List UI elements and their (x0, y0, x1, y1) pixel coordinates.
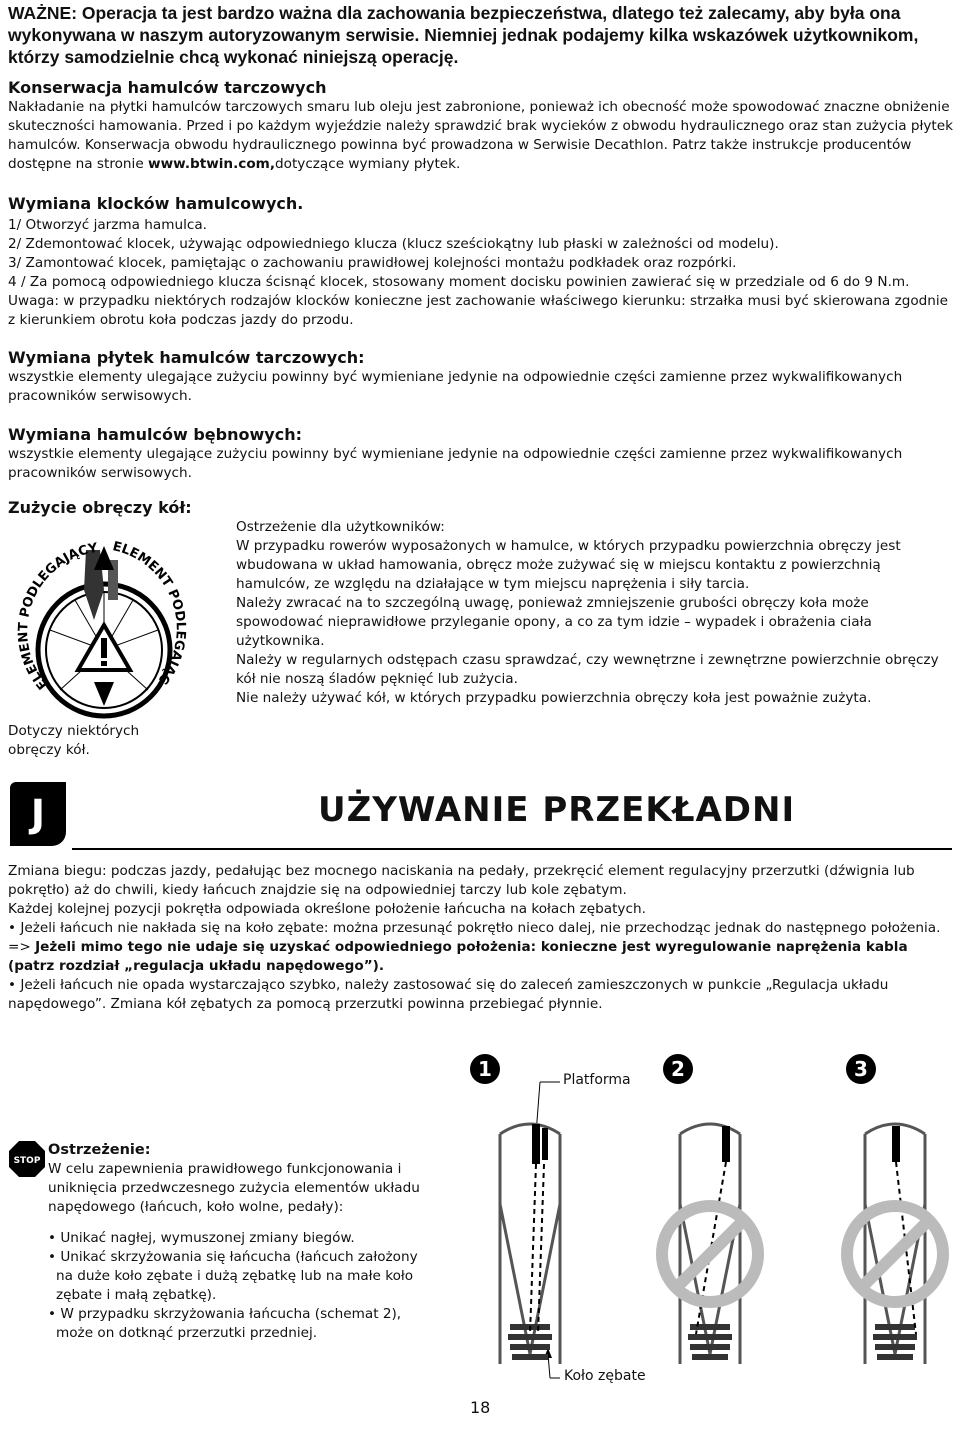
caution-intro: W celu zapewnienia prawidłowego funkcjonowania i uniknięcia przedwczesnego zużycia elementów układu napędowego (łańcuch, koło wolne, pedały): (48, 1161, 420, 1215)
disc-brake-section (8, 78, 953, 174)
rim-warning-text: Nie należy używać kół, w których przypadku powierzchnia obręczy koła jest poważnie zużyta. (236, 690, 872, 706)
disc-pads-heading: Wymiana płytek hamulców tarczowych: (8, 348, 365, 367)
list-item: • W przypadku skrzyżowania łańcucha (schemat 2), może on dotknąć przerzutki przedniej. (48, 1306, 402, 1341)
list-item: • Unikać skrzyżowania się łańcucha (łańcuch założony na duże koło zębate i dużą zębatkę lub na małe koło zębate i małą zębatkę). (48, 1249, 418, 1303)
pads-step: 1/ Otworzyć jarzma hamulca. (8, 217, 208, 233)
caution-list (48, 1229, 438, 1343)
section-badge: J (10, 782, 66, 846)
svg-text:STOP: STOP (13, 1156, 41, 1166)
rim-wear-svg (8, 530, 200, 720)
list-item: • Unikać nagłej, wymuszonej zmiany biegów. (48, 1230, 355, 1246)
brake-pads-heading: Wymiana klocków hamulcowych. (8, 194, 304, 213)
figure-number-3: 3 (846, 1054, 876, 1084)
stop-icon (8, 1140, 46, 1178)
pads-note: Uwaga: w przypadku niektórych rodzajów klocków konieczne jest zachowanie właściwego kierunku: strzałka musi być skierowana zgodnie z kierunkiem obrotu koła podczas jazdy do przodu. (8, 293, 949, 328)
drum-brake-heading: Wymiana hamulców bębnowych: (8, 425, 302, 444)
drum-brake-section (8, 425, 953, 483)
rim-warning-title: Ostrzeżenie dla użytkowników: (236, 519, 445, 535)
gears-paragraph: • Jeżeli łańcuch nie opada wystarczająco szybko, należy zastosować się do zaleceń zamieszczonych w punkcie „Regulacja układu napędowego”. Zmiana kół zębatych za pomocą przerzutki powinna przebiegać płynnie. (8, 977, 889, 1012)
label-platforma: Platforma (563, 1072, 631, 1088)
disc-pads-section (8, 348, 953, 406)
section-title: UŻYWANIE PRZEKŁADNI (318, 790, 796, 830)
rim-warning-text: Należy zwracać na to szczególną uwagę, ponieważ zmniejszenie grubości obręczy koła może spowodować nieprawidłowe przyleganie opony, a co za tym idzie – wypadek i obrażenia ciała użytkownika. (236, 595, 872, 649)
gears-paragraph: => Jeżeli mimo tego nie udaje się uzyskać odpowiedniego położenia: konieczne jest wyregulowanie naprężenia kabla (patrz rozdział „regulacja układu napędowego”). (8, 939, 908, 974)
section-rule (72, 848, 952, 850)
disc-brake-text: Nakładanie na płytki hamulców tarczowych smaru lub oleju jest zabronione, ponieważ ich obecność może spowodować znaczne obniżenie skuteczności hamowania. Przed i po każdym wyjeździe należy sprawdzić brak wycieków z obwodu hydraulicznego oraz stan zużycia płytek hamulców. Konserwacja obwodu hydraulicznego powinna być prowadzona w Serwisie Decathlon. Patrz także instrukcje producentów dostępne na stronie www.btwin.com,dotyczące wymiany płytek. (8, 99, 953, 172)
chainline-drawings (460, 1054, 950, 1404)
disc-brake-heading: Konserwacja hamulców tarczowych (8, 78, 327, 97)
gears-text (8, 862, 953, 1014)
gears-paragraph: • Jeżeli łańcuch nie nakłada się na koło zębate: można przesunąć pokrętło nieco dalej, nie przechodząc jednak do następnego położenia. (8, 920, 941, 936)
svg-text:ELEMENT PODLEGAJĄCY ZUŻYCIU: ELEMENT PODLEGAJĄCY (16, 540, 99, 693)
brake-pads-section (8, 194, 953, 330)
rim-wear-heading: Zużycie obręczy kół: (8, 498, 192, 517)
rim-wear-illustration (8, 530, 200, 720)
gears-paragraph: Zmiana biegu: podczas jazdy, pedałując bez mocnego naciskania na pedały, przekręcić element regulacyjny przerzutki (dźwignia lub pokrętło) aż do chwili, kiedy łańcuch znajdzie się na odpowiedniej tarczy lub kole zębatym. (8, 863, 915, 898)
figure-number-2: 2 (663, 1054, 693, 1084)
btwin-link[interactable]: www.btwin.com, (148, 156, 275, 172)
pads-step: 3/ Zamontować klocek, pamiętając o zachowaniu prawidłowej kolejności montażu podkładek oraz rozpórki. (8, 255, 737, 271)
label-kolo-zebate: Koło zębate (564, 1368, 646, 1384)
rim-warning (236, 518, 941, 708)
pads-step: 4 / Za pomocą odpowiedniego klucza ścisnąć klocek, stosowany moment docisku powinien zawierać się w przedziale od 6 do 9 N.m. (8, 274, 910, 290)
rim-warning-text: Należy w regularnych odstępach czasu sprawdzać, czy wewnętrzne i zewnętrzne powierzchnie obręczy kół nie noszą śladów pęknięć lub zużycia. (236, 652, 939, 687)
pads-step: 2/ Zdemontować klocek, używając odpowiedniego klucza (klucz sześciokątny lub płaski w zależności od modelu). (8, 236, 779, 252)
caution-box (48, 1140, 438, 1343)
chainline-figure (460, 1054, 950, 1404)
important-notice: WAŻNE: Operacja ta jest bardzo ważna dla zachowania bezpieczeństwa, dlatego też zalecamy, aby była ona wykonywana w naszym autoryzowanym serwisie. Niemniej jednak podajemy kilka wskazówek użytkownikom, którzy samodzielnie chcą wykonać niniejszą operację. (8, 3, 919, 67)
disc-pads-text: wszystkie elementy ulegające zużyciu powinny być wymieniane jedynie na odpowiednie części zamienne przez wykwalifikowanych pracowników serwisowych. (8, 369, 903, 404)
rim-warning-text: W przypadku rowerów wyposażonych w hamulce, w których przypadku powierzchnia obręczy jest wbudowana w układ hamowania, obręcz może zużywać się w miejscu kontaktu z powierzchnią hamulców, ze względu na działające w tym miejscu naprężenia i siły tarcia. (236, 538, 901, 592)
gears-paragraph: Każdej kolejnej pozycji pokrętła odpowiada określone położenie łańcucha na kołach zębatych. (8, 901, 646, 917)
caution-heading: Ostrzeżenie: (48, 1142, 151, 1158)
rim-wear-caption: Dotyczy niektórych obręczy kół. (8, 723, 140, 758)
page-number: 18 (470, 1398, 491, 1417)
drum-brake-text: wszystkie elementy ulegające zużyciu powinny być wymieniane jedynie na odpowiednie części zamienne przez wykwalifikowanych pracowników serwisowych. (8, 446, 903, 481)
svg-text:ELEMENT PODLEGAJĄCY ZUŻYCIU: ELEMENT PODLEGAJĄC (110, 539, 188, 687)
figure-number-1: 1 (470, 1054, 500, 1084)
